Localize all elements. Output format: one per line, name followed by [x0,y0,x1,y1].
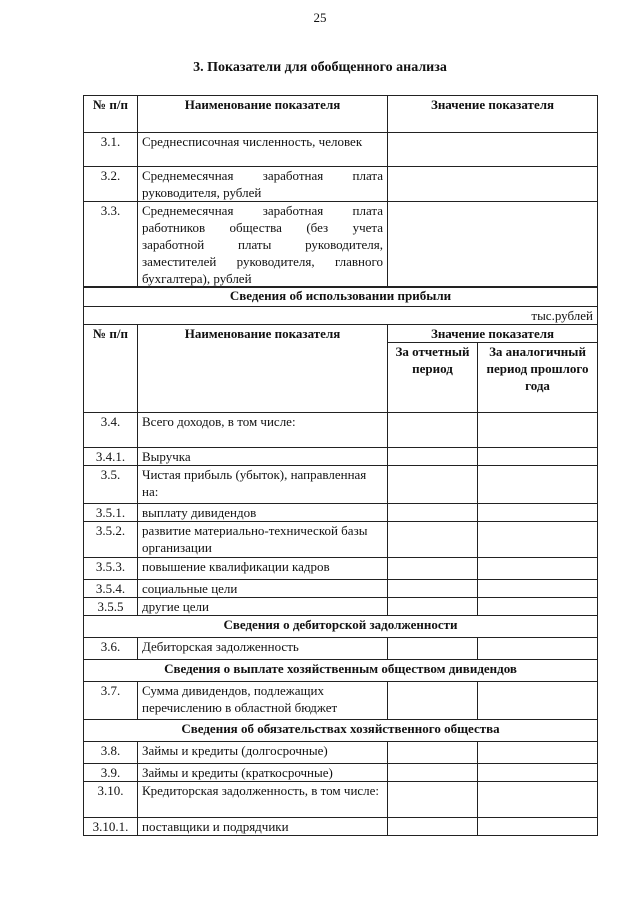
table-row [84,638,598,660]
row-num: 3.5.5 [84,598,138,616]
row-num: 3.5.2. [84,522,138,558]
row-name: другие цели [138,598,388,616]
row-name: Дебиторская задолженность [138,638,388,660]
row-value-previous [478,682,598,720]
section-header-dividends [84,660,598,682]
row-name: Среднемесячная заработная плата руководителя, рублей [138,167,388,202]
row-num: 3.6. [84,638,138,660]
row-value-previous [478,413,598,448]
row-value-current [388,413,478,448]
row-value-previous [478,558,598,580]
table-row [84,764,598,782]
row-value-previous [478,580,598,598]
section-title-liabilities: Сведения об обязательствах хозяйственного общества [84,720,598,742]
table-row [84,558,598,580]
table-row [84,598,598,616]
row-name: Всего доходов, в том числе: [138,413,388,448]
row-value-previous [478,466,598,504]
row-num: 3.5.3. [84,558,138,580]
row-name: Кредиторская задолженность, в том числе: [138,782,388,818]
header-previous-period: За аналогичный период прошлого года [478,343,598,413]
header-num: № п/п [84,96,138,133]
row-num: 3.7. [84,682,138,720]
header-value: Значение показателя [388,96,598,133]
row-num: 3.3. [84,202,138,288]
table-header-row [84,325,598,343]
row-num: 3.8. [84,742,138,764]
row-num: 3.5.1. [84,504,138,522]
row-value-current [388,818,478,836]
table-row [84,682,598,720]
row-value [388,167,598,202]
row-value [388,133,598,167]
table-header-row [84,96,598,133]
row-name: повышение квалификации кадров [138,558,388,580]
header-num: № п/п [84,325,138,413]
section-header-receivables [84,616,598,638]
row-num: 3.10.1. [84,818,138,836]
header-name: Наименование показателя [138,325,388,413]
row-name: социальные цели [138,580,388,598]
table-row [84,818,598,836]
table-row [84,133,598,167]
table-row [84,742,598,764]
row-num: 3.5. [84,466,138,504]
header-name: Наименование показателя [138,96,388,133]
row-value [388,202,598,288]
row-value-previous [478,764,598,782]
row-value-current [388,764,478,782]
row-value-current [388,466,478,504]
table-row [84,782,598,818]
row-value-previous [478,742,598,764]
row-name: Чистая прибыль (убыток), направленная на: [138,466,388,504]
table-row [84,580,598,598]
row-num: 3.4.1. [84,448,138,466]
table-row [84,167,598,202]
row-value-current [388,558,478,580]
row-value-previous [478,504,598,522]
header-value: Значение показателя [388,325,598,343]
row-num: 3.2. [84,167,138,202]
row-value-current [388,522,478,558]
section-header-profit [84,287,598,307]
row-name: Среднемесячная заработная плата работников общества (без учета заработной платы руководителя, заместителей руководителя, главного бухгалтера), рублей [138,202,388,288]
indicators-table [83,95,598,288]
section-header-liabilities [84,720,598,742]
table-row [84,448,598,466]
row-value-previous [478,522,598,558]
row-name: поставщики и подрядчики [138,818,388,836]
table-row [84,202,598,288]
profit-table [83,286,598,836]
section-title-receivables: Сведения о дебиторской задолженности [84,616,598,638]
unit-label: тыс.рублей [84,307,598,325]
row-value-current [388,742,478,764]
row-value-current [388,638,478,660]
unit-row [84,307,598,325]
row-value-current [388,448,478,466]
row-value-current [388,682,478,720]
row-value-current [388,598,478,616]
row-num: 3.9. [84,764,138,782]
row-value-current [388,580,478,598]
row-value-current [388,782,478,818]
section-title-profit: Сведения об использовании прибыли [84,287,598,307]
row-value-previous [478,818,598,836]
row-num: 3.4. [84,413,138,448]
row-name: развитие материально-технической базы организации [138,522,388,558]
header-current-period: За отчетный период [388,343,478,413]
row-value-previous [478,448,598,466]
row-name: Выручка [138,448,388,466]
table-row [84,522,598,558]
page-number: 25 [313,10,327,25]
row-name: Среднесписочная численность, человек [138,133,388,167]
row-name: Сумма дивидендов, подлежащих перечислению в областной бюджет [138,682,388,720]
section-title: 3. Показатели для обобщенного анализа [193,60,447,75]
row-num: 3.10. [84,782,138,818]
row-value-previous [478,782,598,818]
row-name: Займы и кредиты (краткосрочные) [138,764,388,782]
row-num: 3.1. [84,133,138,167]
section-title-dividends: Сведения о выплате хозяйственным обществом дивидендов [84,660,598,682]
table-row [84,413,598,448]
row-value-previous [478,598,598,616]
row-num: 3.5.4. [84,580,138,598]
table-row [84,504,598,522]
row-name: Займы и кредиты (долгосрочные) [138,742,388,764]
table-row [84,466,598,504]
row-value-current [388,504,478,522]
row-value-previous [478,638,598,660]
row-name: выплату дивидендов [138,504,388,522]
